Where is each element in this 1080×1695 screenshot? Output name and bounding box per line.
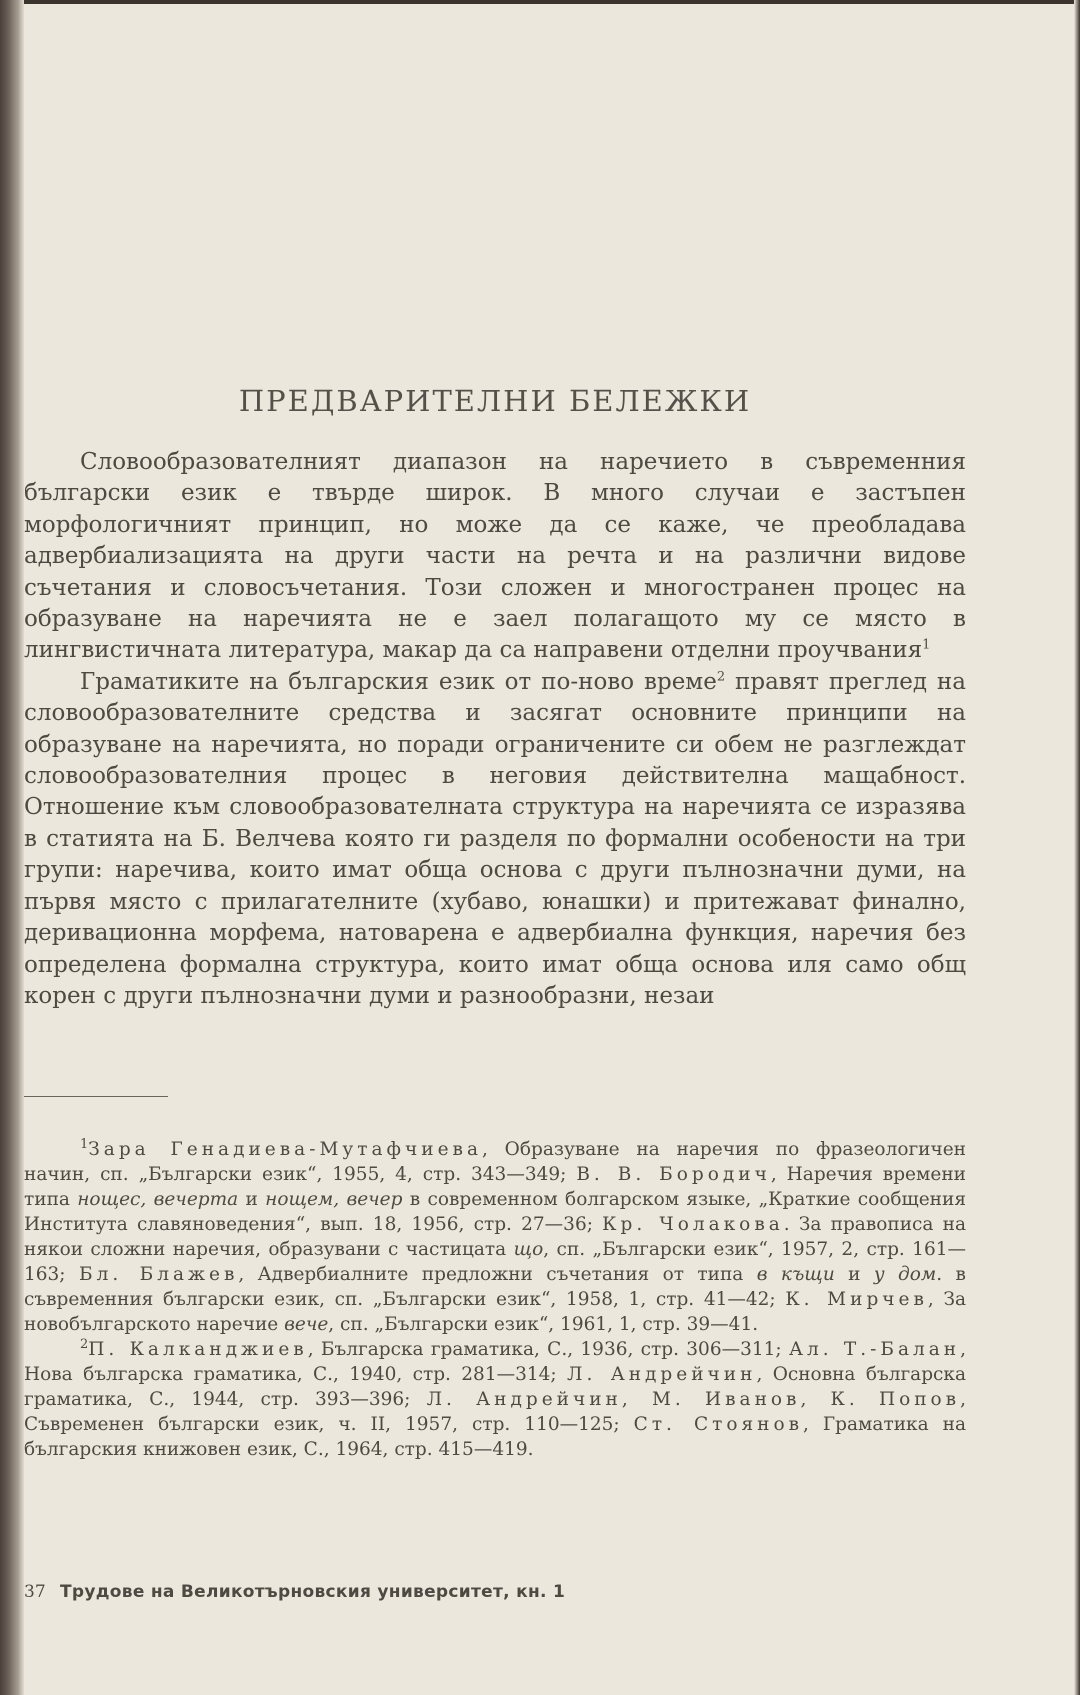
footnote-1-italic: нощес, вечерта (77, 1189, 239, 1210)
paragraph-2-text-b: правят преглед на словообразователните средства и засягат основните принципи на образуване на наречията, но поради ограничените си обем не разглеждат словообразователния процес в неговия действителна мащабност. Отношение към словообразователната структура на наречията се изразява в статията на Б. Велчева която ги разделя по формални особености на три групи: наречива, които имат обща основа с други пълнозначни думи, на първя място с прилагателните (хубаво, юнашки) и притежават финално, деривационна морфема, натоварена е адвербиална функция, наречия без определена формална структура, които имат обща основа иля само общ корен с други пълнозначни думи и разнообразни, незаи (24, 668, 966, 1009)
footnote-1-author-1: Зара Генадиева-Мутафчиева (88, 1139, 482, 1160)
footnote-1-author-2: В. В. Бородич (576, 1164, 771, 1185)
footnote-1-italic: у дом (873, 1264, 937, 1285)
footnote-2-text: , Съвременен български език, ч. II, 1957, стр. 110—125; (24, 1389, 966, 1435)
footnote-1-text: , Образуване на наречия по фразеологичен начин, сп. „Български език“, 1955, 4, стр. 343—349; (24, 1139, 966, 1185)
footnote-2-mark: 2 (80, 1336, 89, 1352)
page-number: 37 (24, 1582, 46, 1602)
footnote-1-italic: вече (284, 1314, 329, 1335)
paragraph-2 (24, 667, 966, 1012)
footnote-2-author-4: Л. Андрейчин, М. Иванов, К. Попов (426, 1389, 961, 1410)
book-spine-shadow (0, 0, 24, 1695)
footnote-2-author-3: Л. Андрейчин (567, 1364, 757, 1385)
footnote-1-text: и (238, 1189, 266, 1210)
footnote-2-text: , Основна българска граматика, С., 1944, стр. 393—396; (24, 1364, 967, 1410)
footnotes (24, 1137, 966, 1462)
paragraph-1-text: Словообразователният диапазон на наречието в съвременния български език е твърде широк. В много случаи е застъпен морфологичният принцип, но може да се каже, че преобладава адвербиализацията на други части на речта и на различни видове съчетания и словосъчетания. Този сложен и многостранен процес на образуване на наречията не е заел полагащото му се място в лингвистичната литература, макар да са направени отделни проучвания (24, 449, 966, 664)
footnote-1-text: , сп. „Български език“, 1961, 1, стр. 39—41. (328, 1314, 759, 1335)
footnote-2-author-1: П. Калканджиев (88, 1339, 308, 1360)
footnote-separator (24, 1096, 168, 1097)
footnote-2-text: , Граматика на българския книжовен език, С., 1964, стр. 415—419. (24, 1414, 966, 1460)
footnote-1-text: , Наречия времени типа (24, 1164, 966, 1210)
footnote-1-author-5: К. Мирчев (785, 1289, 928, 1310)
footnote-1-text: и (834, 1264, 874, 1285)
footnote-2-text: , Нова българска граматика, С., 1940, стр. 281—314; (24, 1339, 966, 1385)
body-text (24, 447, 966, 1012)
page-top-edge (0, 0, 1080, 4)
footnote-1-text: , Адвербиалните предложни съчетания от типа (238, 1264, 757, 1285)
paragraph-1 (24, 447, 966, 667)
paragraph-2-text-a: Граматиките на българския език от по-ново време (80, 668, 717, 695)
footnote-1-mark: 1 (80, 1136, 89, 1152)
footnote-1-author-4: Бл. Блажев (78, 1264, 239, 1285)
running-footer-title: Трудове на Великотърновския университет, кн. 1 (60, 1582, 566, 1602)
footnote-2-author-2: Ал. Т.-Балан (788, 1339, 961, 1360)
footnote-1-text: в современном болгарском языке, „Краткие сообщения Института славяноведения“, вып. 18, 1956, стр. 27—36; (24, 1189, 967, 1235)
footnote-1-text: . в съвременния български език, сп. „Български език“, 1958, 1, стр. 41—42; (24, 1264, 966, 1310)
footnote-1-text: , сп. „Български език“, 1957, 2, стр. 161—163; (24, 1239, 966, 1285)
page-right-edge (1074, 0, 1080, 1695)
footnote-1-italic: в къщи (756, 1264, 835, 1285)
footnote-ref-1: 1 (922, 637, 931, 653)
footnote-1-italic: нощем, вечер (265, 1189, 403, 1210)
footnote-1-text: . За правописа на някои сложни наречия, образувани с частицата (24, 1214, 967, 1260)
footnote-2 (24, 1337, 966, 1462)
footnote-1-author-3: Кр. Чолакова (602, 1214, 784, 1235)
footnote-1 (24, 1137, 966, 1337)
footnote-1-italic: що (513, 1239, 544, 1260)
footnote-2-author-5: Ст. Стоянов (633, 1414, 804, 1435)
footnote-2-text: , Българска граматика, С., 1936, стр. 306—311; (307, 1339, 789, 1360)
section-heading: ПРЕДВАРИТЕЛНИ БЕЛЕЖКИ (238, 384, 752, 418)
footnote-1-text: , За новобългарското наречие (24, 1289, 967, 1335)
footnote-ref-2: 2 (716, 669, 726, 685)
